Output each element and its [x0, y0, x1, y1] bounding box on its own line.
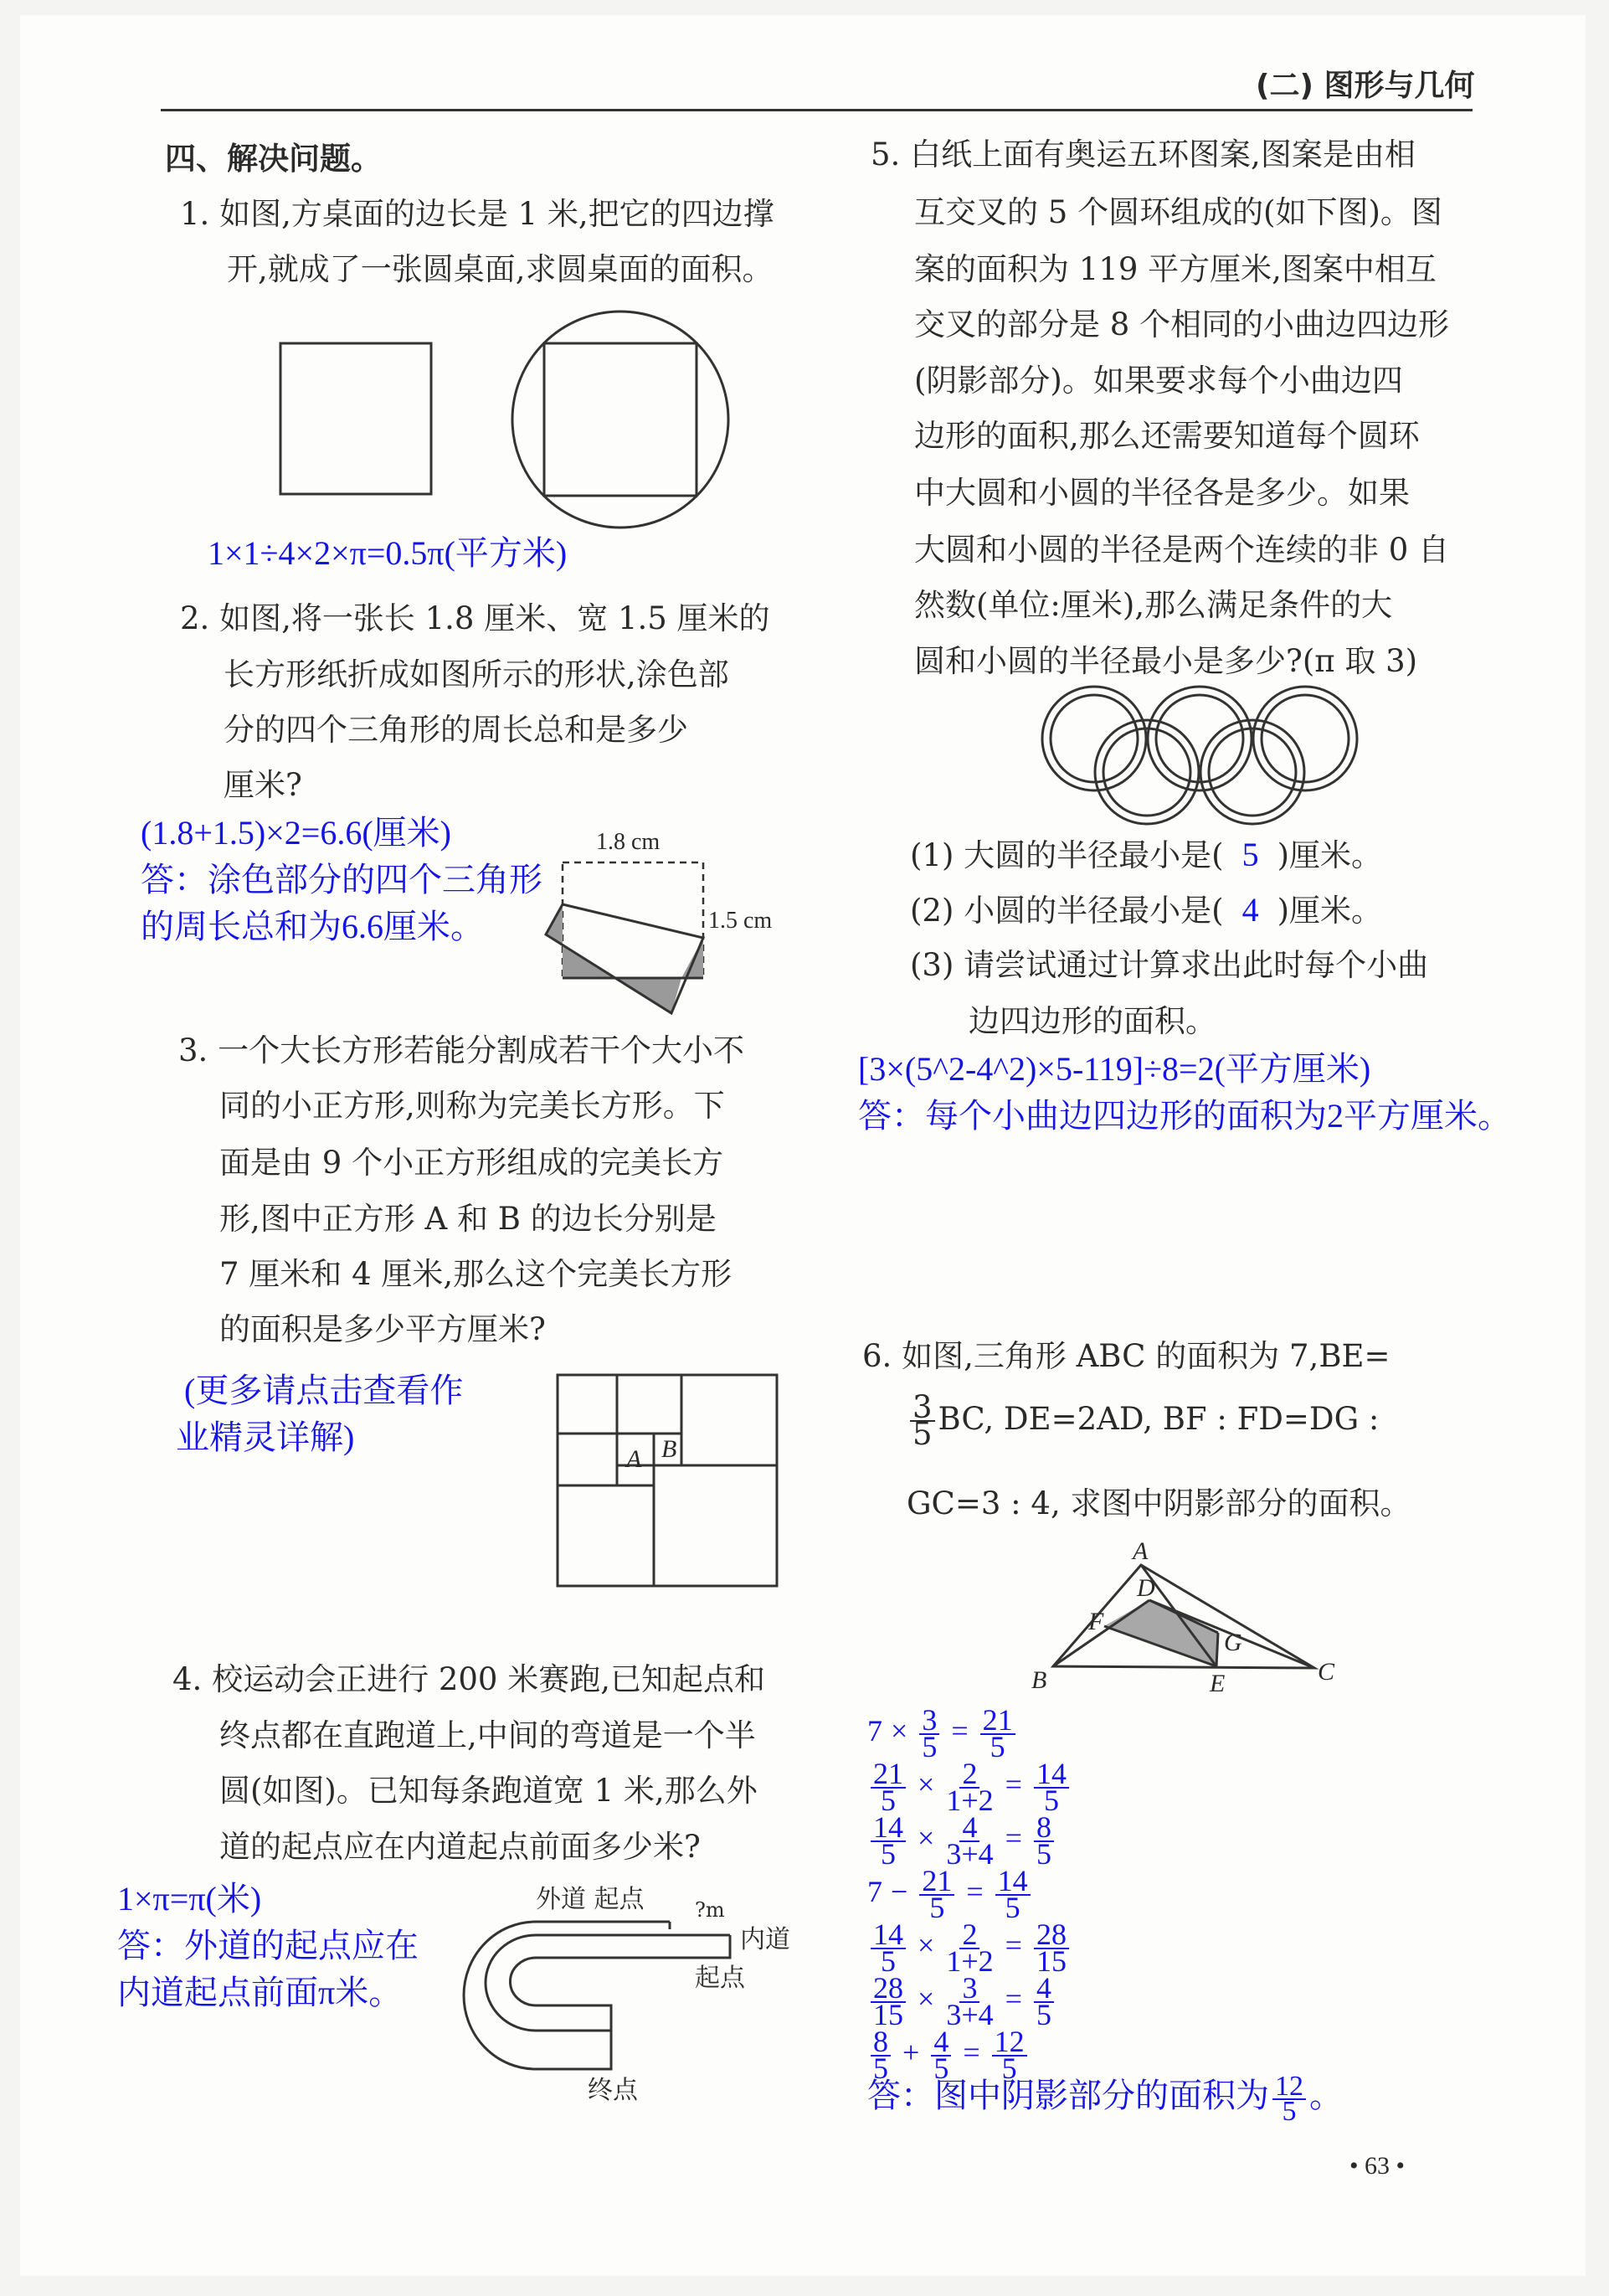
q1-line: 开,就成了一张圆桌面,求圆桌面的面积。: [227, 251, 774, 287]
solution-step: [867, 2025, 1031, 2085]
denominator: 1+2: [946, 1943, 994, 1978]
q5-sub1: [910, 836, 1382, 874]
fraction: [1034, 1757, 1069, 1817]
operator: =: [963, 2035, 980, 2069]
numerator: 14: [995, 1869, 1031, 1896]
denominator: 5: [929, 1890, 945, 1924]
q5-line: 交叉的部分是 8 个相同的小曲边四边形: [914, 306, 1450, 342]
fraction: [946, 1918, 994, 1978]
solution-step: [867, 1810, 1057, 1871]
solution-step: [867, 1757, 1072, 1817]
fraction: [1034, 1971, 1054, 2031]
q6-line: 6. 如图,三角形 ABC 的面积为 7,BE=: [862, 1338, 1391, 1374]
vertex-e: E: [1210, 1670, 1226, 1697]
fraction: [919, 1703, 939, 1763]
numerator: 3: [919, 1708, 939, 1735]
vertex-d: D: [1137, 1574, 1155, 1602]
denominator: 5: [881, 1836, 896, 1871]
vertex-g: G: [1224, 1629, 1242, 1656]
operator: +: [902, 2035, 920, 2069]
q2-line: 厘米?: [224, 767, 302, 803]
denominator: 15: [873, 1997, 903, 2031]
q6-line: GC=3 : 4, 求图中阴影部分的面积。: [907, 1485, 1411, 1521]
operator: =: [1005, 1820, 1022, 1855]
solution-step: [867, 1918, 1072, 1978]
q3-line: 形,图中正方形 A 和 B 的边长分别是: [219, 1201, 717, 1237]
numerator: 28: [871, 1976, 906, 2003]
operator: =: [1005, 1981, 1022, 2015]
q2-line: 长方形纸折成如图所示的形状,涂色部: [224, 656, 729, 692]
q6-answer-end: 。: [1309, 2077, 1343, 2115]
operator: ×: [918, 1820, 935, 1855]
q4-line: 道的起点应在内道起点前面多少米?: [219, 1829, 701, 1865]
q6-line2-text: BC, DE=2AD, BF : FD=DG :: [938, 1400, 1380, 1437]
q4-line: 圆(如图)。已知每条跑道宽 1 米,那么外: [219, 1773, 758, 1809]
denominator: 5: [933, 2051, 949, 2085]
q5-sub3: 边四边形的面积。: [969, 1003, 1216, 1039]
operator: ×: [891, 1713, 908, 1748]
solution-step: [867, 1971, 1057, 2031]
q5-line: 互交叉的 5 个圆环组成的(如下图)。图: [914, 194, 1442, 230]
numerator: 2: [959, 1923, 979, 1949]
denominator: 5: [881, 1943, 896, 1978]
denominator: 3+4: [946, 1997, 994, 2031]
q1-line: 1. 如图,方桌面的边长是 1 米,把它的四边撑: [180, 196, 774, 232]
number: 7: [867, 1874, 882, 1908]
q2-height-label: 1.5 cm: [708, 908, 773, 934]
fraction: [871, 1971, 906, 2031]
q3-line: 同的小正方形,则称为完美长方形。下: [219, 1088, 725, 1124]
solution-step: [867, 1864, 1034, 1924]
denominator: 15: [1036, 1943, 1067, 1978]
numerator: 12: [992, 2030, 1027, 2057]
numerator: 8: [1034, 1815, 1054, 1842]
fraction: [992, 2025, 1027, 2085]
label-a: A: [626, 1445, 642, 1473]
numerator: 8: [871, 2030, 891, 2057]
denominator: 1+2: [946, 1783, 994, 1817]
label-b: B: [661, 1435, 677, 1463]
sub2-suffix: )厘米。: [1277, 893, 1383, 929]
numerator: 2: [959, 1762, 979, 1789]
fraction: [871, 1810, 906, 1871]
fraction: [946, 1757, 994, 1817]
fraction: [946, 1810, 994, 1871]
operator: ×: [918, 1928, 935, 1962]
q6-answer: [867, 2071, 1343, 2127]
q3-answer-link[interactable]: 业精灵详解): [176, 1418, 355, 1456]
operator: =: [966, 1874, 984, 1908]
numerator: 4: [959, 1815, 979, 1842]
denominator: 5: [1001, 2051, 1017, 2085]
fraction: [1034, 1918, 1069, 1978]
vertex-a: A: [1133, 1537, 1149, 1565]
numerator: 14: [871, 1815, 906, 1842]
q3-line: 的面积是多少平方厘米?: [219, 1311, 546, 1347]
header-rule: [161, 109, 1473, 111]
q5-line: 案的面积为 119 平方厘米,图案中相互: [914, 251, 1437, 287]
vertex-b: B: [1031, 1666, 1047, 1694]
vertex-f: F: [1088, 1608, 1104, 1635]
q5-line: 5. 白纸上面有奥运五环图案,图案是由相: [871, 136, 1416, 172]
q4-answer-formula: 1×π=π(米): [117, 1880, 262, 1918]
denominator: 5: [1043, 1783, 1059, 1817]
numerator: 3: [910, 1395, 935, 1422]
fraction: [871, 1918, 906, 1978]
denominator: 5: [922, 1729, 938, 1763]
q5-sub3: (3) 请尝试通过计算求出此时每个小曲: [910, 947, 1429, 983]
page-number: • 63 •: [1349, 2152, 1406, 2180]
section-title: 四、解决问题。: [165, 140, 382, 177]
fraction: [1034, 1810, 1054, 1871]
q5-line: 然数(单位:厘米),那么满足条件的大: [914, 587, 1393, 623]
q3-answer-link[interactable]: (更多请点击查看作: [184, 1372, 464, 1409]
numerator: 12: [1272, 2075, 1306, 2100]
q3-line: 3. 一个大长方形若能分割成若干个大小不: [178, 1032, 745, 1068]
fraction: [995, 1864, 1031, 1924]
operator: =: [1005, 1767, 1022, 1801]
denominator: 5: [1282, 2095, 1297, 2127]
section-header: (二) 图形与几何: [1256, 69, 1475, 103]
denominator: 5: [1005, 1890, 1020, 1924]
q4-line: 终点都在直跑道上,中间的弯道是一个半: [219, 1717, 756, 1753]
q5-line: 边形的面积,那么还需要知道每个圆环: [914, 418, 1420, 454]
q4-answer-text: 内道起点前面π米。: [117, 1974, 403, 2011]
numerator: 14: [871, 1923, 906, 1949]
numerator: 14: [1034, 1762, 1069, 1789]
finish-label: 终点: [588, 2076, 638, 2105]
inner-lane-label: 内道: [740, 1925, 790, 1954]
numerator: 4: [1034, 1976, 1054, 2003]
operator: ×: [918, 1981, 935, 2015]
operator: ×: [918, 1767, 935, 1801]
denominator: 5: [881, 1783, 896, 1817]
q2-answer-text: 的周长总和为6.6厘米。: [141, 908, 484, 945]
q6-fraction: [910, 1389, 935, 1453]
sub1-prefix: (1) 大圆的半径最小是(: [910, 837, 1224, 873]
fraction: [871, 2025, 891, 2085]
denominator: 5: [990, 1729, 1005, 1763]
q6-answer-text: 答：图中阴影部分的面积为: [867, 2077, 1269, 2115]
q6-line: [907, 1389, 1380, 1453]
sub1-suffix: )厘米。: [1277, 837, 1383, 873]
operator: −: [891, 1874, 908, 1908]
denominator: 5: [1036, 1997, 1051, 2031]
distance-question-label: ?m: [695, 1898, 725, 1922]
q5-line: 圆和小圆的半径最小是多少?(π 取 3): [914, 643, 1418, 679]
q4-line: 4. 校运动会正进行 200 米赛跑,已知起点和: [172, 1661, 765, 1697]
vertex-c: C: [1318, 1658, 1335, 1686]
q3-line: 7 厘米和 4 厘米,那么这个完美长方形: [219, 1256, 733, 1292]
numerator: 21: [871, 1762, 906, 1789]
denominator: 5: [873, 2051, 888, 2085]
q2-line: 分的四个三角形的周长总和是多少: [224, 712, 688, 748]
q5-line: 中大圆和小圆的半径各是多少。如果: [914, 475, 1410, 511]
q5-line: (阴影部分)。如果要求每个小曲边四: [914, 363, 1403, 399]
q2-line: 2. 如图,将一张长 1.8 厘米、宽 1.5 厘米的: [180, 600, 770, 636]
fraction: [931, 2025, 951, 2085]
q1-answer: 1×1÷4×2×π=0.5π(平方米): [208, 534, 568, 572]
sub2-prefix: (2) 小圆的半径最小是(: [910, 893, 1224, 929]
numerator: 21: [919, 1869, 954, 1896]
q5-answer-formula: [3×(5^2-4^2)×5-119]÷8=2(平方厘米): [858, 1050, 1371, 1088]
sub1-answer: 5: [1241, 836, 1259, 873]
inner-start-label: 起点: [695, 1964, 745, 1993]
fraction: [980, 1703, 1015, 1763]
denominator: 5: [912, 1416, 933, 1453]
fraction: [871, 1757, 906, 1817]
q2-answer-text: 答：涂色部分的四个三角形: [141, 861, 542, 898]
fraction: [919, 1864, 954, 1924]
q5-answer-text: 答：每个小曲边四边形的面积为2平方厘米。: [858, 1097, 1511, 1135]
fraction: [946, 1971, 994, 2031]
numerator: 3: [959, 1976, 979, 2003]
q6-triangle-figure: [0, 0, 1, 1]
q3-line: 面是由 9 个小正方形组成的完美长方: [219, 1145, 724, 1181]
denominator: 3+4: [946, 1836, 994, 1871]
q5-line: 大圆和小圆的半径是两个连续的非 0 自: [914, 532, 1450, 568]
q6-answer-fraction: [1272, 2071, 1306, 2127]
q2-answer-formula: (1.8+1.5)×2=6.6(厘米): [141, 814, 451, 852]
numerator: 4: [931, 2030, 951, 2057]
q4-answer-text: 答：外道的起点应在: [117, 1927, 419, 1964]
numerator: 28: [1034, 1923, 1069, 1949]
q5-sub2: [910, 891, 1382, 929]
numerator: 21: [980, 1708, 1015, 1735]
q2-width-label: 1.8 cm: [596, 829, 661, 855]
operator: =: [951, 1713, 969, 1748]
number: 7: [867, 1713, 882, 1748]
denominator: 5: [1036, 1836, 1051, 1871]
outer-start-label: 外道 起点: [536, 1885, 645, 1914]
sub2-answer: 4: [1241, 891, 1259, 929]
solution-step: [867, 1703, 1019, 1763]
operator: =: [1005, 1928, 1022, 1962]
